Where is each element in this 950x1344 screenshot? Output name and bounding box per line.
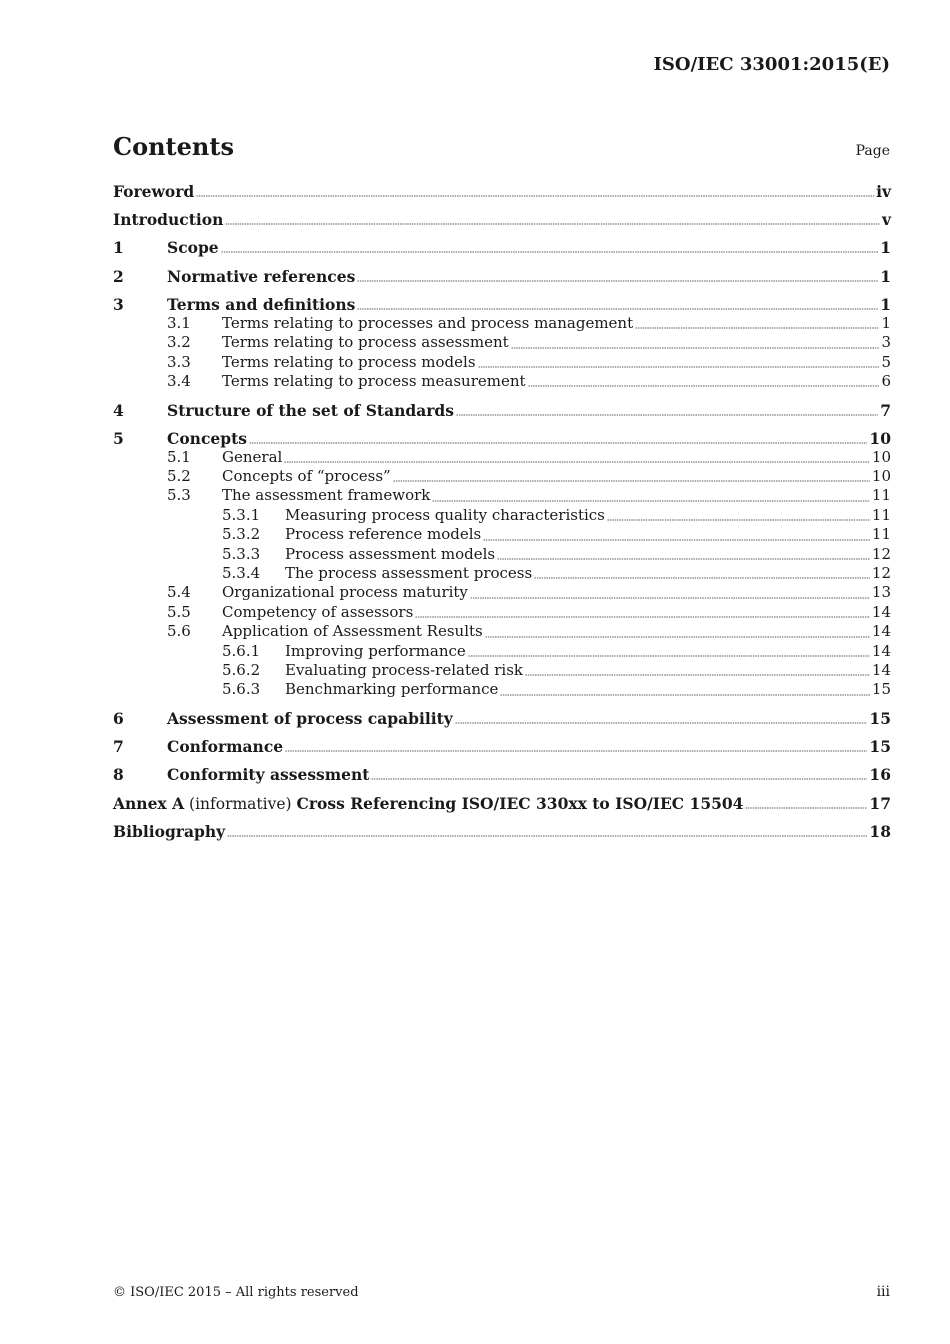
toc-dot-leader — [249, 442, 867, 444]
toc-entry-title — [222, 467, 391, 485]
toc-dot-leader — [468, 655, 870, 657]
footer-copyright: © ISO/IEC 2015 – All rights reserved — [113, 1285, 359, 1300]
toc-entry-number: 8 — [113, 765, 124, 785]
toc-entry-page: 13 — [871, 583, 891, 602]
toc-entry-title-text: Benchmarking performance — [285, 680, 499, 699]
toc-entry-page: 1 — [880, 238, 891, 258]
toc-entry-title-text: Competency of assessors — [222, 602, 414, 621]
toc-entry[interactable] — [113, 822, 891, 841]
toc-entry-number: 5.2 — [167, 467, 191, 486]
toc-dot-leader — [285, 750, 867, 752]
toc-entry[interactable] — [113, 238, 891, 257]
toc-entry[interactable] — [113, 314, 891, 333]
toc-entry-title — [222, 448, 282, 466]
toc-dot-leader — [415, 616, 870, 618]
toc-entry-title — [285, 545, 495, 563]
toc-entry-title — [285, 506, 605, 524]
toc-entry-page: 11 — [871, 505, 891, 524]
toc-dot-leader — [500, 694, 870, 696]
table-of-contents — [113, 182, 891, 841]
toc-dot-leader — [534, 577, 870, 579]
toc-entry-number: 3.4 — [167, 371, 191, 390]
toc-entry-page: 11 — [871, 486, 891, 505]
toc-entry-number: 3.2 — [167, 333, 191, 352]
toc-entry-page: 12 — [871, 564, 891, 583]
toc-entry-title — [222, 353, 476, 371]
toc-dot-leader — [470, 597, 870, 599]
toc-entry[interactable] — [113, 372, 891, 391]
toc-entry-title-text: Process reference models — [285, 525, 482, 544]
page-column-label: Page — [855, 143, 890, 159]
toc-entry-title — [285, 642, 466, 660]
toc-entry-title-text: Terms relating to processes and process management — [222, 313, 634, 332]
toc-dot-leader — [221, 251, 879, 253]
toc-entry-number: 5.1 — [167, 447, 191, 466]
toc-entry-title — [167, 267, 355, 286]
toc-entry-number: 5.5 — [167, 602, 191, 621]
toc-entry[interactable] — [113, 680, 891, 699]
toc-entry-page: 10 — [871, 467, 891, 486]
toc-entry[interactable] — [113, 794, 891, 813]
toc-entry-title — [222, 333, 509, 351]
toc-entry[interactable] — [113, 429, 891, 448]
toc-dot-leader — [635, 327, 879, 329]
toc-dot-leader — [227, 835, 867, 837]
toc-entry-page: 12 — [871, 544, 891, 563]
toc-entry[interactable] — [113, 401, 891, 420]
toc-entry-title — [222, 314, 633, 332]
toc-entry-title-text: Structure of the set of Standards — [167, 400, 454, 420]
toc-entry-title — [222, 603, 413, 621]
toc-entry-page: 15 — [869, 737, 891, 757]
toc-entry-title — [222, 622, 483, 640]
toc-dot-leader — [455, 722, 868, 724]
toc-entry-page: 7 — [880, 400, 891, 420]
toc-dot-leader — [497, 558, 870, 560]
toc-dot-leader — [456, 414, 878, 416]
toc-entry-page: v — [881, 210, 891, 230]
toc-dot-leader — [511, 347, 880, 349]
toc-entry[interactable] — [113, 353, 891, 372]
toc-entry-title-text: Bibliography — [113, 821, 226, 841]
toc-entry-number: 5.6 — [167, 622, 191, 641]
toc-entry-page: 14 — [871, 641, 891, 660]
toc-entry-number: 7 — [113, 737, 124, 757]
toc-entry-title — [167, 765, 369, 784]
toc-entry-title — [113, 822, 225, 841]
toc-entry-title-text: Conformity assessment — [167, 765, 370, 785]
toc-entry-title — [167, 401, 454, 420]
toc-dot-leader — [432, 500, 870, 502]
toc-entry-number: 1 — [113, 238, 124, 258]
toc-entry[interactable] — [113, 448, 891, 467]
toc-entry-title-text: Conformance — [167, 737, 284, 757]
toc-entry[interactable] — [113, 333, 891, 352]
toc-entry-title-text: Process assessment models — [285, 544, 496, 563]
toc-entry-number: 5 — [113, 428, 124, 448]
toc-entry[interactable] — [113, 267, 891, 286]
toc-entry[interactable] — [113, 564, 891, 583]
toc-entry-page: 15 — [871, 680, 891, 699]
toc-entry-title — [167, 709, 453, 728]
toc-entry[interactable] — [113, 467, 891, 486]
toc-entry-title-text: Annex A — [113, 793, 185, 813]
footer-page-number: iii — [876, 1284, 890, 1300]
toc-entry-title — [167, 238, 219, 257]
toc-entry-page: 1 — [881, 313, 891, 332]
toc-entry-title — [285, 680, 498, 698]
toc-entry[interactable] — [113, 210, 891, 229]
toc-dot-leader — [284, 461, 870, 463]
toc-entry-number: 3.3 — [167, 352, 191, 371]
toc-entry-page: 1 — [880, 266, 891, 286]
toc-entry-number: 5.3.4 — [222, 564, 261, 583]
toc-dot-leader — [607, 519, 870, 521]
toc-dot-leader — [483, 539, 870, 541]
toc-entry-number: 5.3.1 — [222, 505, 261, 524]
toc-entry-number: 4 — [113, 400, 124, 420]
toc-dot-leader — [478, 366, 880, 368]
toc-entry-page: 10 — [869, 428, 891, 448]
toc-dot-leader — [371, 778, 867, 780]
toc-entry-title-text: Scope — [167, 238, 219, 258]
toc-entry[interactable] — [113, 737, 891, 756]
toc-entry-annex-type: (informative) — [184, 794, 297, 813]
document-id: ISO/IEC 33001:2015(E) — [653, 54, 890, 75]
toc-entry-page: 14 — [871, 660, 891, 679]
toc-entry[interactable] — [113, 506, 891, 525]
toc-entry-title-text: The process assessment process — [285, 564, 533, 583]
toc-entry-title-text: Concepts of “process” — [222, 467, 391, 486]
toc-entry[interactable] — [113, 545, 891, 564]
toc-entry-number: 3 — [113, 294, 124, 314]
toc-dot-leader — [745, 807, 867, 809]
toc-entry-title-text: Measuring process quality characteristics — [285, 505, 605, 524]
toc-entry-title-text: Terms relating to process assessment — [222, 333, 509, 352]
toc-entry-page: 16 — [869, 765, 891, 785]
toc-entry-title — [285, 564, 532, 582]
toc-entry-title — [222, 372, 526, 390]
toc-entry-title-text: Organizational process maturity — [222, 583, 468, 602]
toc-entry[interactable] — [113, 622, 891, 641]
toc-entry[interactable] — [113, 603, 891, 622]
toc-entry-title-text: Assessment of process capability — [167, 708, 453, 728]
toc-entry-page: 3 — [881, 333, 891, 352]
toc-entry-number: 5.3.3 — [222, 544, 261, 563]
toc-entry-number: 2 — [113, 266, 124, 286]
toc-dot-leader — [357, 308, 878, 310]
toc-entry-title-text: Introduction — [113, 210, 224, 230]
toc-entry[interactable] — [113, 182, 891, 201]
toc-entry[interactable] — [113, 661, 891, 680]
toc-entry-page: 17 — [869, 793, 891, 813]
toc-entry-page: iv — [876, 182, 891, 201]
toc-entry-title — [113, 182, 194, 201]
toc-entry-page: 15 — [869, 708, 891, 728]
toc-entry-page: 10 — [871, 447, 891, 466]
toc-dot-leader — [357, 280, 878, 282]
toc-dot-leader — [393, 480, 870, 482]
toc-entry[interactable] — [113, 486, 891, 505]
toc-entry-number: 5.6.3 — [222, 680, 261, 699]
toc-entry-title — [285, 525, 481, 543]
toc-entry-title — [167, 295, 355, 314]
toc-entry-number: 6 — [113, 708, 124, 728]
toc-entry-title-text: Terms relating to process measurement — [222, 371, 526, 390]
toc-entry[interactable] — [113, 525, 891, 544]
toc-entry-title — [167, 737, 283, 756]
toc-entry-number: 5.3.2 — [222, 525, 261, 544]
toc-entry-title-text: Terms and definitions — [167, 294, 356, 314]
toc-entry-title — [222, 486, 430, 504]
toc-entry-title — [113, 210, 223, 229]
toc-entry-page: 14 — [871, 602, 891, 621]
toc-entry[interactable] — [113, 642, 891, 661]
toc-dot-leader — [196, 195, 874, 197]
toc-entry-title-text: Evaluating process-related risk — [285, 660, 523, 679]
toc-entry-title-text: The assessment framework — [222, 486, 431, 505]
toc-entry-page: 11 — [871, 525, 891, 544]
toc-entry-page: 14 — [871, 622, 891, 641]
toc-dot-leader — [485, 636, 870, 638]
toc-entry-title — [222, 583, 468, 601]
toc-dot-leader — [225, 223, 880, 225]
toc-entry-number: 3.1 — [167, 313, 191, 332]
toc-entry-title — [285, 661, 523, 679]
toc-entry-number: 5.6.1 — [222, 641, 261, 660]
toc-entry-title-text: Terms relating to process models — [222, 352, 476, 371]
toc-entry-page: 1 — [880, 294, 891, 314]
toc-entry-number: 5.6.2 — [222, 660, 261, 679]
toc-entry[interactable] — [113, 765, 891, 784]
toc-entry-title-text: Application of Assessment Results — [222, 622, 483, 641]
toc-dot-leader — [525, 674, 870, 676]
toc-entry[interactable] — [113, 709, 891, 728]
toc-entry-page: 6 — [881, 371, 891, 390]
toc-dot-leader — [528, 385, 880, 387]
toc-entry-title-text: Concepts — [167, 428, 247, 448]
toc-entry-title-text: Foreword — [113, 182, 195, 201]
contents-title: Contents — [113, 132, 234, 161]
toc-entry-title-text: Normative references — [167, 266, 356, 286]
toc-entry-title-text: Improving performance — [285, 641, 466, 660]
toc-entry-title — [167, 429, 247, 448]
toc-entry[interactable] — [113, 295, 891, 314]
toc-entry-page: 5 — [881, 352, 891, 371]
toc-entry[interactable] — [113, 583, 891, 602]
toc-entry-page: 18 — [869, 821, 891, 841]
toc-entry-title — [113, 794, 743, 813]
toc-entry-number: 5.3 — [167, 486, 191, 505]
toc-entry-number: 5.4 — [167, 583, 191, 602]
toc-entry-annex-title: Cross Referencing ISO/IEC 330xx to ISO/IEC 15504 — [296, 793, 744, 813]
toc-entry-title-text: General — [222, 447, 283, 466]
